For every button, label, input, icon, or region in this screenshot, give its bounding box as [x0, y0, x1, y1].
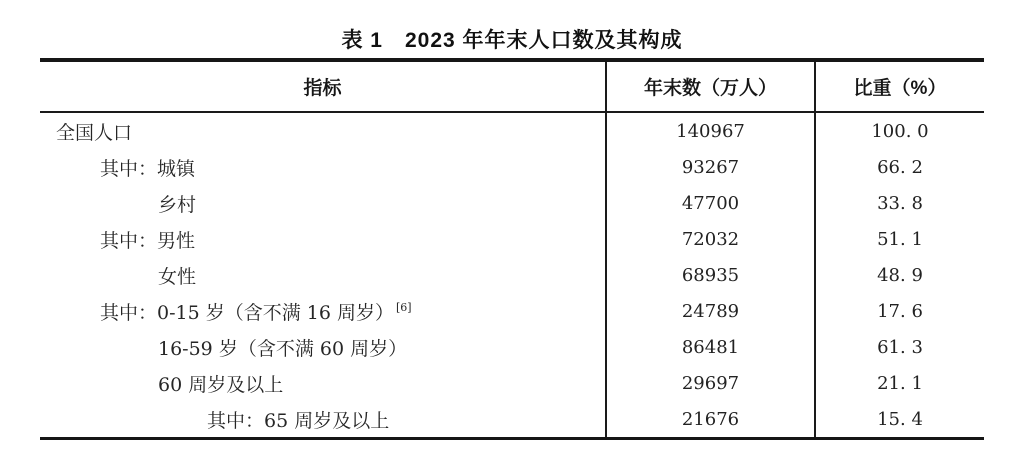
share-cell: 66. 2	[815, 149, 984, 185]
indicator-cell: 女性	[158, 265, 197, 288]
population-table	[40, 58, 984, 440]
header-share: 比重（%）	[815, 60, 984, 112]
value-cell: 140967	[606, 112, 815, 149]
indicator-cell: 16-59 岁（含不满 60 周岁）	[158, 337, 408, 360]
table-row	[40, 112, 984, 149]
indicator-cell: 其中：男性	[100, 229, 196, 252]
share-cell: 15. 4	[815, 401, 984, 439]
value-cell: 47700	[606, 185, 815, 221]
share-cell: 51. 1	[815, 221, 984, 257]
value-cell: 68935	[606, 257, 815, 293]
value-cell: 72032	[606, 221, 815, 257]
table-row	[40, 149, 984, 185]
table-row	[40, 185, 984, 221]
indicator-cell: 60 周岁及以上	[158, 373, 284, 396]
table-row	[40, 221, 984, 257]
header-yearend-count: 年末数（万人）	[606, 60, 815, 112]
share-cell: 21. 1	[815, 365, 984, 401]
value-cell: 86481	[606, 329, 815, 365]
table-row	[40, 365, 984, 401]
value-cell: 24789	[606, 293, 815, 329]
header-indicator: 指标	[40, 60, 606, 112]
value-cell: 29697	[606, 365, 815, 401]
indicator-cell: 其中：城镇	[100, 157, 196, 180]
table-title: 表 1 2023 年年末人口数及其构成	[341, 29, 683, 52]
share-cell: 33. 8	[815, 185, 984, 221]
indicator-cell: 全国人口	[56, 121, 133, 144]
indicator-cell: 乡村	[158, 193, 197, 216]
indicator-label: 其中：0-15 岁（含不满 16 周岁）	[100, 301, 394, 324]
table-row	[40, 401, 984, 439]
value-cell: 93267	[606, 149, 815, 185]
table-row	[40, 329, 984, 365]
share-cell: 61. 3	[815, 329, 984, 365]
share-cell: 17. 6	[815, 293, 984, 329]
indicator-cell	[40, 293, 606, 329]
table-row	[40, 257, 984, 293]
value-cell: 21676	[606, 401, 815, 439]
table-row	[40, 293, 984, 329]
footnote-ref: [6]	[395, 301, 412, 315]
share-cell: 48. 9	[815, 257, 984, 293]
share-cell: 100. 0	[815, 112, 984, 149]
indicator-cell: 其中：65 周岁及以上	[207, 409, 390, 432]
table-header-row	[40, 60, 984, 112]
